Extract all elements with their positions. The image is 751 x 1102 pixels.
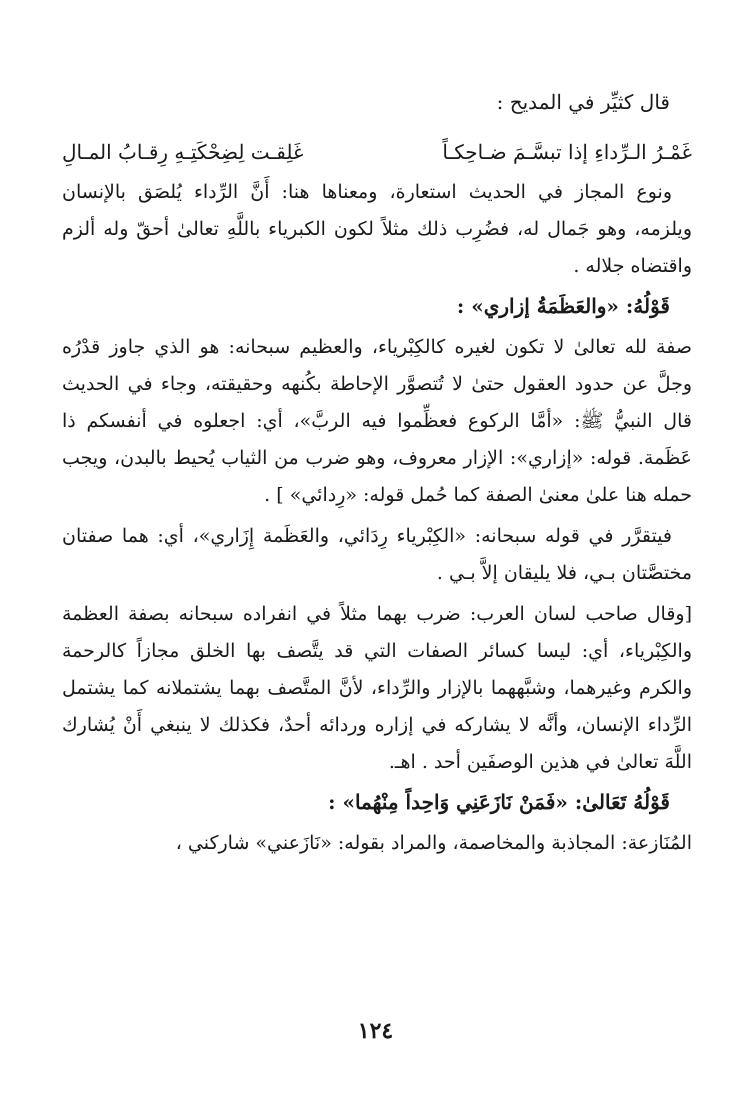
- heading-dispute: قَوْلُهُ تَعَالىٰ: «فَمَنْ نَازَعَنِي وَاحِداً مِنْهُما» :: [328, 790, 670, 814]
- intro-line: قال كثيِّر في المديح :: [496, 90, 670, 114]
- paragraph-metaphor: ونوع المجاز في الحديث استعارة، ومعناها هنا: أَنَّ الرِّداء يُلصَق بالإنسان ويلزمه، وهو جَمال له، فضُرِب ذلك مثلاً لكون الكبرياء باللَّهِ تعالىٰ أحقّ وله ألزم واقتضاه جلاله .: [62, 181, 692, 277]
- paragraph-lisan-al-arab: [وقال صاحب لسان العرب: ضرب بهما مثلاً في انفراده سبحانه بصفة العظمة والكِبْرياء، أي: ليسا كسائر الصفات التي قد يتَّصف بها الخلق مجازاً كالرحمة والكرم وغيرهما، وشبَّههما بالإزار والرِّداء، لأنَّ المتَّصف بهما يشتملانه كما يشتمل الرِّداء الإنسان، وأنَّه لا يشاركه في إزاره وردائه أحدٌ، فكذلك لا ينبغي أَنْ يُشارك اللَّهَ تعالىٰ في هذين الوصفَين أحد . اهـ.: [62, 603, 692, 773]
- paragraph-greatness: صفة لله تعالىٰ لا تكون لغيره كالكِبْرياء، والعظيم سبحانه: هو الذي جاوز قدْرُه وجلَّ عن حدود العقول حتىٰ لا تُتصوَّر الإحاطة بكُنهه وحقيقته، وجاء في الحديث قال النبيُّ ﷺ: «أمَّا الركوع فعظِّموا فيه الربَّ»، أي: اجعلوه في أنفسكم ذا عَظَمة. قوله: «إزاري»: الإزار معروف، وهو ضرب من الثياب يُحيط بالبدن، ويجب حمله هنا علىٰ معنىٰ الصفة كما حُمل قوله: «رِدائي» ] .: [62, 336, 692, 506]
- poetry-verse: [62, 134, 692, 170]
- paragraph-dispute: المُنَازعة: المجاذبة والمخاصمة، والمراد بقوله: «نَازَعني» شاركني ،: [175, 832, 692, 854]
- paragraph-attributes: فيتقرَّر في قوله سبحانه: «الكِبْرياء رِدَائي، والعَظَمة إِزَاري»، أي: هما صفتان مختصَّتان بـي، فلا يليقان إلاَّ بـي .: [62, 525, 692, 584]
- verse-first-hemistich: غَمْـرُ الـرِّداءِ إذا تبسَّـمَ ضـاحِكـاً: [442, 140, 692, 164]
- page-body: [62, 78, 692, 862]
- heading-greatness: قَوْلُهُ: «والعَظَمَةُ إزاري» :: [456, 294, 670, 318]
- page-number: ١٢٤: [357, 1018, 394, 1044]
- verse-second-hemistich: غَلِقـت لِضِحْكَتِـهِ رِقـابُ المـالِ: [62, 140, 304, 164]
